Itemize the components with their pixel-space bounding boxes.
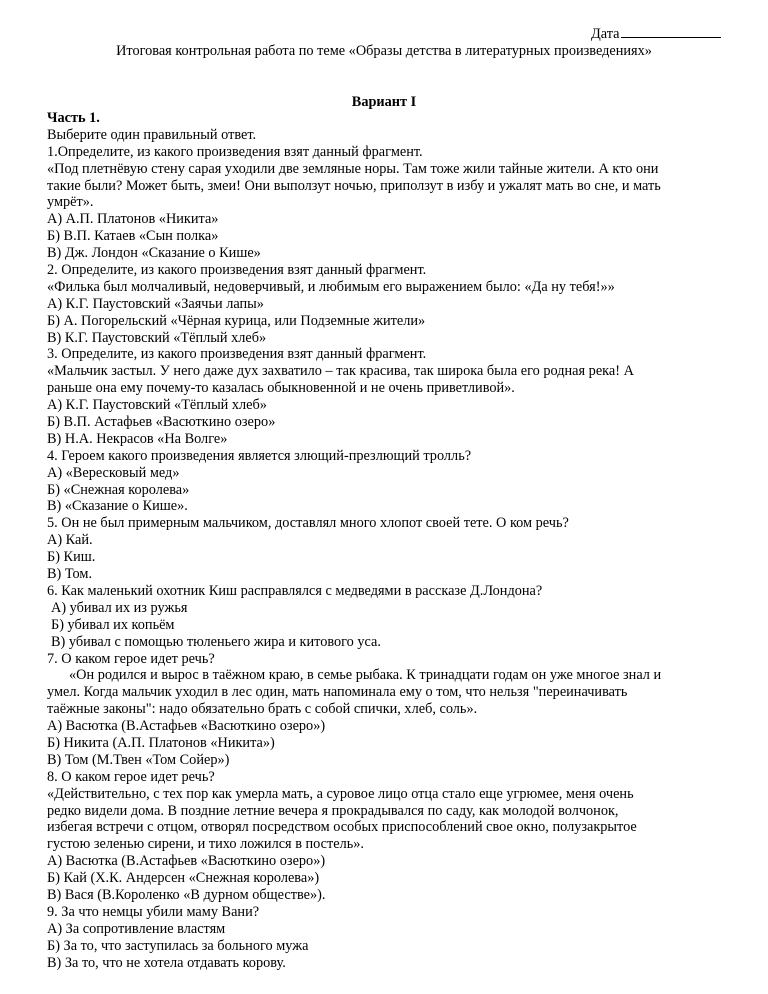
text-line: умел. Когда мальчик уходил в лес один, мать напоминала ему о том, что нельзя "переиначивать <box>47 684 628 701</box>
text-line: В) Вася (В.Короленко «В дурном обществе»). <box>47 886 326 903</box>
text-line: В) Н.А. Некрасов «На Волге» <box>47 430 228 447</box>
text-line: 3. Определите, из какого произведения взят данный фрагмент. <box>47 346 427 363</box>
text-line: В) За то, что не хотела отдавать корову. <box>47 954 286 971</box>
text-line: «Действительно, с тех пор как умерла мать, а суровое лицо отца стало еще угрюмее, меня очень <box>47 785 634 802</box>
text-line: А) К.Г. Паустовский «Заячьи лапы» <box>47 295 264 312</box>
text-line: 8. О каком герое идет речь? <box>47 768 215 785</box>
text-line: А) «Вересковый мед» <box>47 464 180 481</box>
text-line: Б) «Снежная королева» <box>47 481 190 498</box>
variant-heading: Вариант I <box>351 94 417 110</box>
text-line: избегая встречи с отцом, отворял посредством особых приспособлений свое окно, полузакрытое <box>47 819 637 836</box>
text-line: «Мальчик застыл. У него даже дух захватило – так красива, так широка была его родная река! А <box>47 363 634 380</box>
text-line: редко видели дома. В поздние летние вечера я прокрадывался по саду, как молодой волчонок, <box>47 802 619 819</box>
date-field <box>591 25 721 43</box>
text-line: Б) Киш. <box>47 549 96 566</box>
date-blank-line <box>621 25 721 38</box>
text-line: «Он родился и вырос в таёжном краю, в семье рыбака. К тринадцати годам он уже многое знал и <box>69 667 662 684</box>
text-line: 9. За что немцы убили маму Вани? <box>47 903 260 920</box>
text-line: Б) А. Погорельский «Чёрная курица, или Подземные жители» <box>47 312 426 329</box>
text-line: Часть 1. <box>47 110 100 126</box>
text-line: Выберите один правильный ответ. <box>47 126 257 143</box>
text-line: 7. О каком герое идет речь? <box>47 650 215 667</box>
date-label: Дата <box>591 26 620 42</box>
text-line: А) Васютка (В.Астафьев «Васюткино озеро») <box>47 718 326 735</box>
text-line: умрёт». <box>47 194 94 211</box>
text-line: 5. Он не был примерным мальчиком, доставлял много хлопот своей тете. О ком речь? <box>47 515 569 532</box>
text-line: Б) Кай (Х.К. Андерсен «Снежная королева») <box>47 870 320 887</box>
text-line: А) А.П. Платонов «Никита» <box>47 211 219 228</box>
text-line: А) За сопротивление властям <box>47 920 226 937</box>
text-line: «Под плетнёвую стену сарая уходили две земляные норы. Там тоже жили тайные жители. А кто они <box>47 160 659 177</box>
text-line: А) Кай. <box>47 532 93 549</box>
document-body <box>47 110 727 971</box>
text-line: А) Васютка (В.Астафьев «Васюткино озеро») <box>47 853 326 870</box>
text-line: Б) Никита (А.П. Платонов «Никита») <box>47 734 275 751</box>
text-line: Б) В.П. Катаев «Сын полка» <box>47 228 219 245</box>
text-line: 6. Как маленький охотник Киш расправлялся с медведями в рассказе Д.Лондона? <box>47 582 543 599</box>
text-line: такие были? Может быть, змеи! Они выползут ночью, приползут в избу и ужалят мать во сне, и мать <box>47 177 661 194</box>
text-line: 4. Героем какого произведения является злющий-презлющий тролль? <box>47 447 472 464</box>
text-line: раньше она ему почему-то казалась обыкновенной и не очень приветливой». <box>47 380 515 397</box>
text-line: «Филька был молчаливый, недоверчивый, и любимым его выражением было: «Да ну тебя!»» <box>47 278 615 295</box>
text-line: густою зеленью сирени, и тихо ложился в постель». <box>47 836 364 853</box>
text-line: В) К.Г. Паустовский «Тёплый хлеб» <box>47 329 267 346</box>
text-line: В) Дж. Лондон «Сказание о Кише» <box>47 245 261 262</box>
text-line: Б) убивал их копьём <box>51 616 175 633</box>
text-line: В) Том. <box>47 566 93 583</box>
text-line: Б) В.П. Астафьев «Васюткино озеро» <box>47 414 276 431</box>
text-line: А) убивал их из ружья <box>51 599 188 616</box>
text-line: таёжные законы": надо обязательно брать с собой спички, хлеб, соль». <box>47 701 478 718</box>
text-line: В) «Сказание о Кише». <box>47 498 188 515</box>
text-line: 2. Определите, из какого произведения взят данный фрагмент. <box>47 262 427 279</box>
text-line: А) К.Г. Паустовский «Тёплый хлеб» <box>47 397 267 414</box>
text-line: 1.Определите, из какого произведения взят данный фрагмент. <box>47 143 423 160</box>
document-title: Итоговая контрольная работа по теме «Образы детства в литературных произведениях» <box>116 43 652 59</box>
text-line: Б) За то, что заступилась за больного мужа <box>47 937 309 954</box>
text-line: В) Том (М.Твен «Том Сойер») <box>47 751 230 768</box>
text-line: В) убивал с помощью тюленьего жира и китового уса. <box>51 633 381 650</box>
